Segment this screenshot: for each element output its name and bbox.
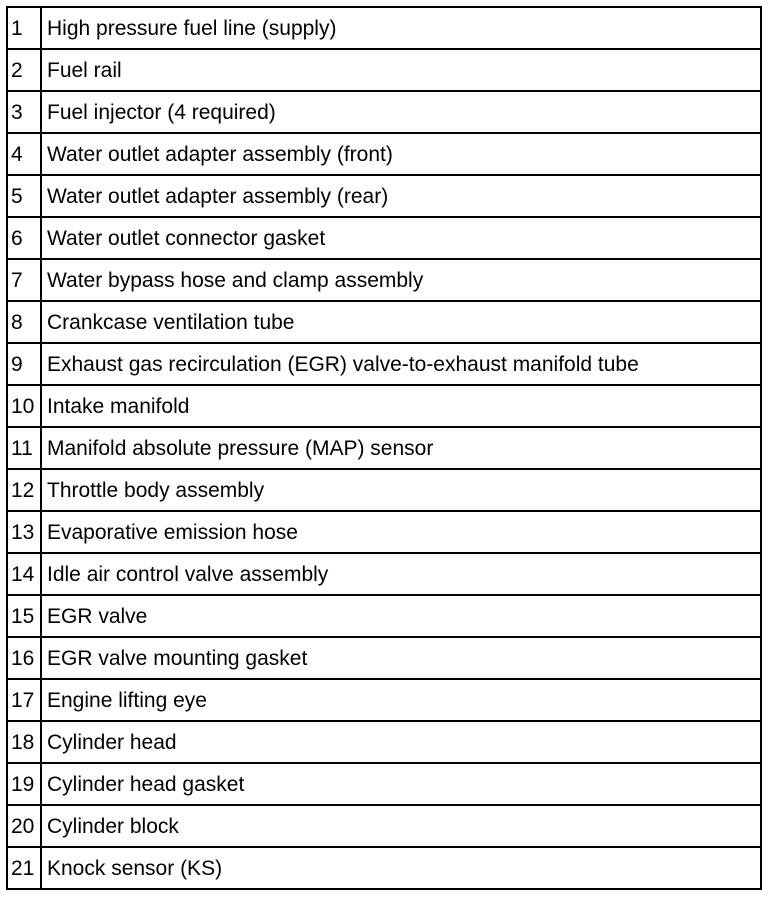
table-row: [7, 805, 761, 847]
table-row: [7, 469, 761, 511]
item-description: Cylinder head gasket: [41, 763, 761, 805]
item-description: Water outlet adapter assembly (rear): [41, 175, 761, 217]
table-row: [7, 343, 761, 385]
item-description: Engine lifting eye: [41, 679, 761, 721]
item-description: EGR valve mounting gasket: [41, 637, 761, 679]
item-description: Water outlet connector gasket: [41, 217, 761, 259]
parts-legend-table: [6, 6, 762, 890]
item-description: High pressure fuel line (supply): [41, 7, 761, 49]
item-description: Fuel injector (4 required): [41, 91, 761, 133]
table-row: [7, 133, 761, 175]
table-row: [7, 679, 761, 721]
table-row: [7, 49, 761, 91]
table-row: [7, 637, 761, 679]
item-number: 9: [7, 343, 41, 385]
table-row: [7, 217, 761, 259]
item-description: Crankcase ventilation tube: [41, 301, 761, 343]
item-description: Idle air control valve assembly: [41, 553, 761, 595]
table-row: [7, 175, 761, 217]
item-number: 21: [7, 847, 41, 889]
item-description: Cylinder block: [41, 805, 761, 847]
item-number: 4: [7, 133, 41, 175]
item-description: EGR valve: [41, 595, 761, 637]
item-number: 13: [7, 511, 41, 553]
item-description: Exhaust gas recirculation (EGR) valve-to-exhaust manifold tube: [41, 343, 761, 385]
table-row: [7, 763, 761, 805]
item-number: 17: [7, 679, 41, 721]
item-number: 19: [7, 763, 41, 805]
item-number: 11: [7, 427, 41, 469]
item-number: 14: [7, 553, 41, 595]
item-description: Water bypass hose and clamp assembly: [41, 259, 761, 301]
table-row: [7, 427, 761, 469]
table-row: [7, 847, 761, 889]
item-number: 8: [7, 301, 41, 343]
item-number: 7: [7, 259, 41, 301]
table-row: [7, 553, 761, 595]
item-number: 2: [7, 49, 41, 91]
item-number: 6: [7, 217, 41, 259]
item-number: 18: [7, 721, 41, 763]
item-number: 15: [7, 595, 41, 637]
table-row: [7, 595, 761, 637]
item-number: 16: [7, 637, 41, 679]
table-row: [7, 721, 761, 763]
item-description: Intake manifold: [41, 385, 761, 427]
table-row: [7, 7, 761, 49]
item-description: Cylinder head: [41, 721, 761, 763]
item-description: Fuel rail: [41, 49, 761, 91]
item-number: 20: [7, 805, 41, 847]
item-number: 10: [7, 385, 41, 427]
item-description: Manifold absolute pressure (MAP) sensor: [41, 427, 761, 469]
item-number: 3: [7, 91, 41, 133]
item-description: Water outlet adapter assembly (front): [41, 133, 761, 175]
item-description: Throttle body assembly: [41, 469, 761, 511]
table-row: [7, 259, 761, 301]
table-row: [7, 301, 761, 343]
table-row: [7, 511, 761, 553]
item-number: 5: [7, 175, 41, 217]
table-row: [7, 91, 761, 133]
item-number: 12: [7, 469, 41, 511]
item-description: Knock sensor (KS): [41, 847, 761, 889]
table-row: [7, 385, 761, 427]
item-number: 1: [7, 7, 41, 49]
item-description: Evaporative emission hose: [41, 511, 761, 553]
